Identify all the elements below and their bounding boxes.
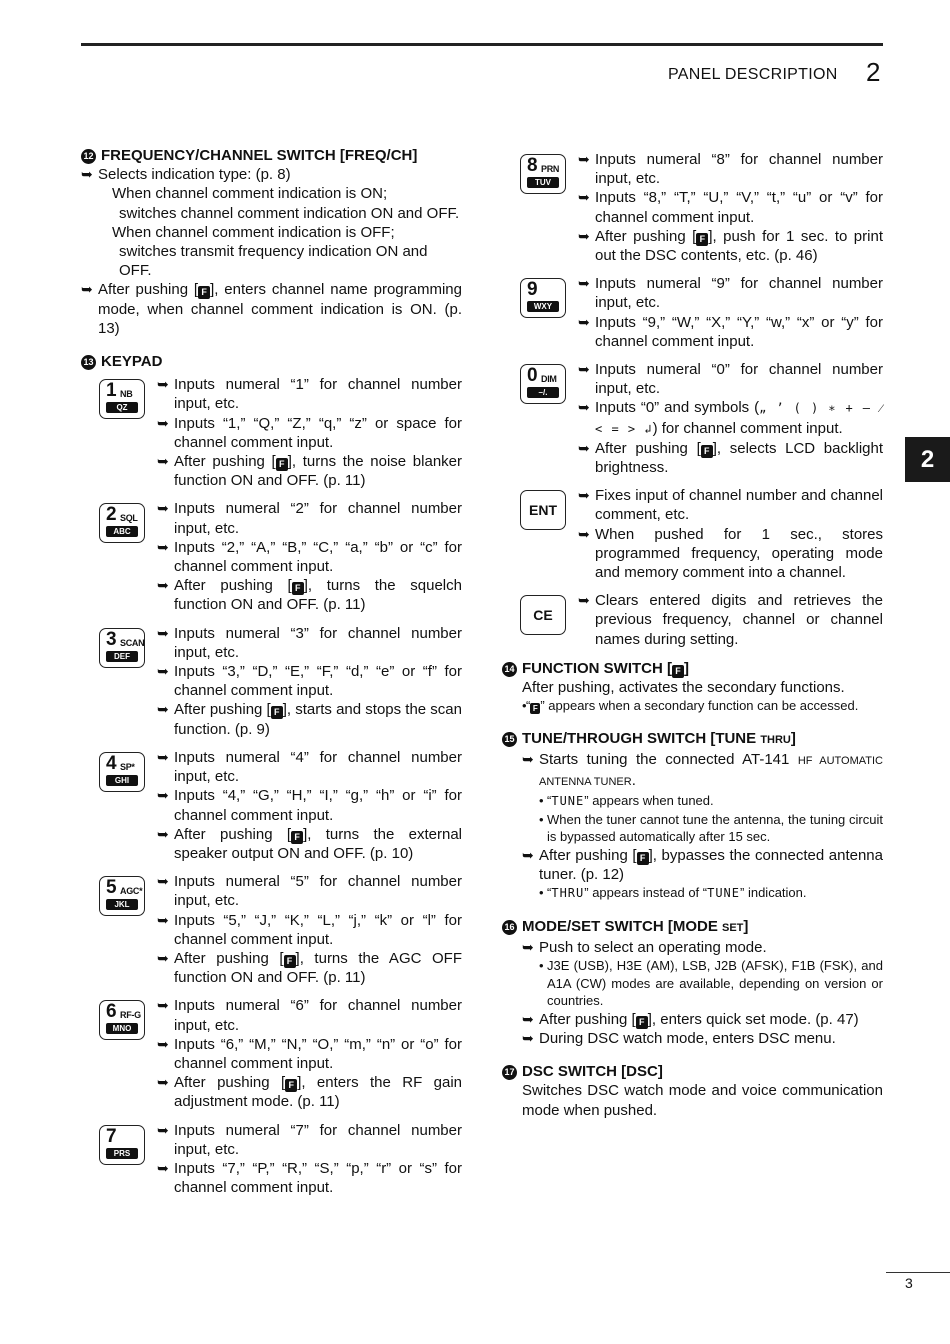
header-rule	[81, 43, 883, 46]
bullet-text: Inputs numeral “3” for channel number input, etc.	[174, 624, 462, 661]
arrow-icon: ➥	[578, 361, 590, 378]
bullet-text: Inputs numeral “0” for channel number input, etc.	[595, 361, 883, 398]
bullet-text: Inputs “7,” “P,” “R,” “S,” “p,” “r” or “s” for channel comment input.	[174, 1159, 462, 1197]
bullet-item	[578, 313, 883, 351]
bullet-item	[157, 375, 462, 413]
lcd-tune-indicator: TUNE	[551, 794, 585, 809]
section-heading-17: 17 DSC SWITCH [DSC]	[502, 1062, 883, 1081]
bullet-item	[157, 825, 462, 863]
key-slot	[99, 503, 145, 543]
bullet-text: ], turns the external speaker output ON and OFF. (p. 10)	[174, 825, 462, 862]
bullet-item	[578, 398, 883, 438]
arrow-icon: ➥	[578, 227, 590, 244]
bullet-text: After pushing [	[595, 227, 697, 245]
f-key-icon: F	[271, 706, 283, 719]
arrow-icon: ➥	[578, 275, 590, 292]
key-entry	[502, 360, 883, 477]
key-digit: 4	[106, 752, 117, 774]
key-slot	[99, 876, 145, 916]
key-entry	[502, 274, 883, 351]
note-item: • J3E (USB), H3E (AM), LSB, J2B (AFSK), F1B (FSK), and A1A (CW) modes are available, depending on version or countries.	[539, 958, 883, 1009]
key-slot	[520, 490, 566, 530]
key-0-icon	[520, 364, 566, 404]
bullet-item	[578, 439, 883, 477]
arrow-icon: ➥	[157, 538, 169, 555]
section-heading-16: 16 MODE/SET SWITCH [MODE SET]	[502, 917, 883, 938]
key-function: NB	[120, 389, 133, 400]
left-column	[81, 146, 462, 1197]
arrow-icon: ➥	[157, 1035, 169, 1052]
key-4-icon	[99, 752, 145, 792]
circled-number: 16	[502, 920, 517, 935]
circled-number: 17	[502, 1065, 517, 1080]
arrow-icon: ➥	[157, 787, 169, 804]
note-item: • When the tuner cannot tune the antenna, the tuning circuit is bypassed automatically after 15 sec.	[539, 811, 883, 845]
bullet-text: Inputs “3,” “D,” “E,” “F,” “d,” “e” or “f” for channel comment input.	[174, 663, 462, 700]
bullet-text: When pushed for 1 sec., stores programmed frequency, operating mode and memory comment into a channel.	[595, 525, 883, 582]
key-ent-icon	[520, 490, 566, 530]
key-letters: GHI	[106, 775, 138, 786]
note-item: • “THRU” appears instead of “TUNE” indication.	[539, 885, 807, 901]
key-slot	[99, 1125, 145, 1165]
bullet-text: ) for channel comment input.	[652, 419, 843, 437]
bullet-item	[578, 525, 883, 583]
bullet-text: Inputs numeral “5” for channel number input, etc.	[174, 873, 462, 910]
circled-number: 13	[81, 355, 96, 370]
arrow-icon: ➥	[522, 1010, 534, 1027]
bullet-text: Inputs “9,” “W,” “X,” “Y,” “w,” “x” or “y” for channel comment input.	[595, 313, 883, 350]
key-word: CE	[533, 607, 553, 624]
key-entry	[81, 748, 462, 863]
key-slot	[520, 364, 566, 404]
key-letters: WXY	[527, 301, 559, 312]
bullet-text: Clears entered digits and retrieves the previous frequency, channel or channel names during setting.	[595, 592, 883, 648]
bullet-item: ➥ After pushing [ F ], enters quick set mode. (p. 47)	[522, 1010, 859, 1028]
arrow-icon: ➥	[157, 663, 169, 680]
key-letters: QZ	[106, 402, 138, 413]
key-letters: JKL	[106, 899, 138, 910]
lcd-tune-indicator: TUNE	[707, 886, 741, 901]
key-function: PRN	[541, 164, 560, 174]
bullet-text: Inputs numeral “9” for channel number input, etc.	[595, 275, 883, 312]
arrow-icon: ➥	[578, 151, 590, 167]
bullet-text: After pushing [	[174, 453, 276, 471]
key-function: SCAN	[120, 637, 145, 648]
lcd-thru-indicator: THRU	[551, 886, 585, 901]
bullet-text: Inputs numeral “2” for channel number input, etc.	[174, 500, 462, 537]
f-key-icon: F	[292, 582, 304, 595]
arrow-icon: ➥	[157, 624, 169, 641]
bullet-item: ➥ After pushing [ F ], bypasses the connected antenna tuner. (p. 12)	[522, 846, 883, 884]
key-8-icon	[520, 154, 566, 194]
bullet-text: After pushing [	[174, 1074, 286, 1092]
arrow-icon: ➥	[157, 949, 169, 966]
bullet-item	[157, 452, 462, 490]
bullet-text: ], turns the AGC OFF function ON and OFF. (p. 11)	[174, 949, 462, 987]
bullet-item	[157, 949, 462, 987]
arrow-icon: ➥	[522, 846, 534, 863]
bullet-text: ], enters the RF gain adjustment mode. (p. 11)	[174, 1074, 462, 1111]
key-slot	[520, 278, 566, 318]
arrow-icon: ➥	[157, 1121, 169, 1138]
symbol-glyphs: „ ’ ( ) ∗ + – ⁄ < = > ↲	[595, 401, 883, 436]
key-function: DIM	[541, 374, 557, 385]
key-entry	[502, 150, 883, 265]
chapter-number: 2	[866, 57, 881, 87]
key-function: SP*	[120, 761, 135, 772]
arrow-icon: ➥	[522, 750, 534, 767]
arrow-icon: ➥	[578, 525, 590, 542]
f-key-icon: F	[284, 955, 296, 968]
bullet-item	[157, 624, 462, 662]
arrow-icon: ➥	[157, 873, 169, 890]
bullet-item	[157, 1035, 462, 1073]
arrow-icon: ➥	[81, 166, 93, 183]
bullet-text: ], push for 1 sec. to print out the DSC contents, etc. (p. 46)	[595, 227, 883, 265]
section-heading-13	[81, 352, 462, 371]
bullet-item: ➥ Push to select an operating mode.	[522, 939, 767, 956]
key-ce-icon	[520, 595, 566, 635]
bullet-item	[157, 996, 462, 1034]
circled-number: 15	[502, 732, 517, 747]
arrow-icon: ➥	[157, 701, 169, 718]
bullet-text: ], starts and stops the scan function. (p. 9)	[174, 701, 462, 738]
bullet-item	[157, 786, 462, 824]
arrow-icon: ➥	[157, 376, 169, 393]
arrow-icon: ➥	[157, 500, 169, 517]
arrow-icon: ➥	[157, 748, 169, 765]
key-entry	[81, 375, 462, 490]
bullet-item	[157, 748, 462, 786]
bullet-text: After pushing [	[174, 949, 284, 967]
key-slot	[99, 379, 145, 419]
arrow-icon: ➥	[578, 487, 590, 504]
keypad-list-continued	[502, 150, 883, 649]
arrow-icon: ➥	[522, 939, 534, 955]
bullet-item: ➥ During DSC watch mode, enters DSC menu.	[522, 1029, 836, 1047]
key-digit: 2	[106, 504, 117, 526]
circled-number: 12	[81, 149, 96, 164]
key-1-icon	[99, 379, 145, 419]
key-slot	[520, 595, 566, 635]
footer-rule	[886, 1272, 950, 1273]
bullet-item	[157, 576, 462, 614]
bullet-text: Inputs numeral “8” for channel number input, etc.	[595, 151, 883, 188]
bullet-item	[157, 911, 462, 949]
bullet-text: Inputs “1,” “Q,” “Z,” “q,” “z” or space for channel comment input.	[174, 414, 462, 451]
note-item: • “TUNE” appears when tuned.	[539, 793, 714, 809]
key-slot	[99, 752, 145, 792]
arrow-icon: ➥	[157, 577, 169, 594]
key-letters: PRS	[106, 1148, 138, 1159]
key-2-icon	[99, 503, 145, 543]
bullet-item	[578, 188, 883, 226]
arrow-icon: ➥	[81, 281, 93, 298]
key-digit: 9	[527, 279, 538, 301]
bullet-text: Fixes input of channel number and channel comment, etc.	[595, 487, 883, 524]
f-key-icon: F	[701, 445, 713, 458]
bullet-text: After pushing [	[174, 825, 292, 843]
arrow-icon: ➥	[578, 439, 590, 456]
key-5-icon	[99, 876, 145, 916]
heading-text: KEYPAD	[101, 353, 163, 371]
bullet-item	[578, 360, 883, 398]
key-digit: 6	[106, 1001, 117, 1023]
bullet-item	[157, 414, 462, 452]
bullet-text: Inputs “8,” “T,” “U,” “V,” “t,” “u” or “v” for channel comment input.	[595, 189, 883, 226]
section-title: PANEL DESCRIPTION	[668, 66, 838, 83]
f-key-icon: F	[198, 286, 210, 299]
key-6-icon	[99, 1000, 145, 1040]
arrow-icon: ➥	[157, 911, 169, 928]
bullet-text: ], turns the squelch function ON and OFF. (p. 11)	[174, 577, 462, 614]
bullet-item	[157, 662, 462, 700]
page-number: 3	[905, 1275, 913, 1291]
bullet-item	[157, 700, 462, 738]
f-key-icon: F	[637, 852, 649, 865]
bullet-text: ], turns the noise blanker function ON and OFF. (p. 11)	[174, 453, 462, 490]
key-7-icon	[99, 1125, 145, 1165]
key-entry	[81, 499, 462, 614]
key-digit: 1	[106, 380, 117, 402]
keypad-list	[81, 375, 462, 1197]
arrow-icon: ➥	[157, 997, 169, 1014]
key-9-icon	[520, 278, 566, 318]
bullet-item	[157, 872, 462, 910]
arrow-icon: ➥	[157, 414, 169, 431]
key-letters: TUV	[527, 177, 559, 188]
section-heading-14: 14 FUNCTION SWITCH [ F ]	[502, 659, 883, 678]
f-indicator-icon: F	[530, 703, 540, 714]
key-entry	[81, 996, 462, 1111]
key-entry	[502, 591, 883, 649]
bullet-item: ➥ Starts tuning the connected AT-141 HF AUTOMATIC ANTENNA TUNER.	[522, 750, 883, 790]
bullet-item	[157, 499, 462, 537]
bullet-item: ➥ Selects indication type: (p. 8)	[81, 166, 291, 184]
bullet-text: ], selects LCD backlight brightness.	[595, 439, 883, 477]
arrow-icon: ➥	[578, 592, 590, 609]
arrow-icon: ➥	[157, 1159, 169, 1176]
key-word: ENT	[529, 502, 557, 519]
arrow-icon: ➥	[578, 189, 590, 206]
arrow-icon: ➥	[522, 1029, 534, 1046]
key-entry	[81, 1121, 462, 1198]
bullet-item	[157, 1159, 462, 1197]
section-heading-12	[81, 146, 462, 165]
body-text: Switches DSC watch mode and voice communication mode when pushed.	[522, 1082, 883, 1119]
f-key-icon: F	[672, 665, 684, 678]
circled-number: 14	[502, 662, 517, 677]
key-letters: MNO	[106, 1023, 138, 1034]
f-key-icon: F	[276, 458, 288, 471]
bullet-text: Inputs “4,” “G,” “H,” “I,” “g,” “h” or “i” for channel comment input.	[174, 787, 462, 824]
bullet-item	[578, 227, 883, 265]
key-slot	[99, 628, 145, 668]
f-key-icon: F	[291, 831, 303, 844]
key-function: AGC*	[120, 886, 143, 897]
bullet-text: Inputs “0” and symbols (	[595, 399, 760, 417]
arrow-icon: ➥	[157, 825, 169, 842]
key-function: RF-G	[120, 1010, 141, 1021]
heading-text: FREQUENCY/CHANNEL SWITCH [FREQ/CH]	[101, 147, 418, 164]
bullet-text: Inputs “2,” “A,” “B,” “C,” “a,” “b” or “c” for channel comment input.	[174, 538, 462, 576]
key-digit: 5	[106, 877, 117, 899]
bullet-item	[157, 1073, 462, 1111]
key-slot	[520, 154, 566, 194]
bullet-item	[578, 591, 883, 649]
f-key-icon: F	[696, 233, 708, 246]
bullet-item	[157, 1121, 462, 1159]
right-column	[502, 146, 883, 1120]
bullet-item	[578, 486, 883, 524]
bullet-text: After pushing [	[174, 577, 292, 595]
bullet-text: Inputs numeral “4” for channel number input, etc.	[174, 748, 462, 786]
bullet-text: After pushing [	[595, 439, 701, 457]
key-digit: 8	[527, 155, 538, 176]
bullet-item	[157, 538, 462, 576]
body-text: After pushing, activates the secondary functions.	[522, 679, 845, 697]
sub-text: When channel comment indication is OFF; switches transmit frequency indication ON and OFF.	[112, 223, 428, 280]
bullet-item: ➥ After pushing [ F ], enters channel name programming mode, when channel comment indication is ON. (p. 13)	[81, 281, 462, 337]
key-function: SQL	[120, 513, 138, 524]
bullet-item	[578, 150, 883, 188]
arrow-icon: ➥	[578, 313, 590, 330]
key-digit: 3	[106, 628, 117, 650]
key-entry	[502, 486, 883, 582]
bullet-text: Inputs “6,” “M,” “N,” “O,” “m,” “n” or “o” for channel comment input.	[174, 1035, 462, 1072]
bullet-text: After pushing [	[174, 701, 271, 719]
bullet-text: Inputs numeral “1” for channel number input, etc.	[174, 376, 462, 413]
f-key-icon: F	[636, 1016, 648, 1029]
chapter-tab: 2	[905, 437, 950, 482]
key-letters: –/.	[527, 387, 559, 398]
bullet-text: Inputs “5,” “J,” “K,” “L,” “j,” “k” or “l” for channel comment input.	[174, 911, 462, 948]
arrow-icon: ➥	[157, 1074, 169, 1091]
f-key-icon: F	[285, 1079, 297, 1092]
key-slot	[99, 1000, 145, 1040]
key-digit: 0	[527, 365, 538, 387]
arrow-icon: ➥	[578, 399, 590, 416]
key-3-icon	[99, 628, 145, 668]
sub-text: When channel comment indication is ON; switches channel comment indication ON and OFF.	[112, 185, 460, 222]
key-entry	[81, 624, 462, 739]
key-digit: 7	[106, 1125, 117, 1147]
bullet-item	[578, 274, 883, 312]
key-entry	[81, 872, 462, 987]
note-item: • “ F ” appears when a secondary function can be accessed.	[522, 698, 859, 714]
bullet-text: Inputs numeral “7” for channel number input, etc.	[174, 1121, 462, 1158]
key-letters: ABC	[106, 526, 138, 537]
section-heading-15: 15 TUNE/THROUGH SWITCH [TUNE THRU]	[502, 729, 883, 750]
arrow-icon: ➥	[157, 453, 169, 470]
key-letters: DEF	[106, 651, 138, 662]
bullet-text: Inputs numeral “6” for channel number input, etc.	[174, 997, 462, 1034]
